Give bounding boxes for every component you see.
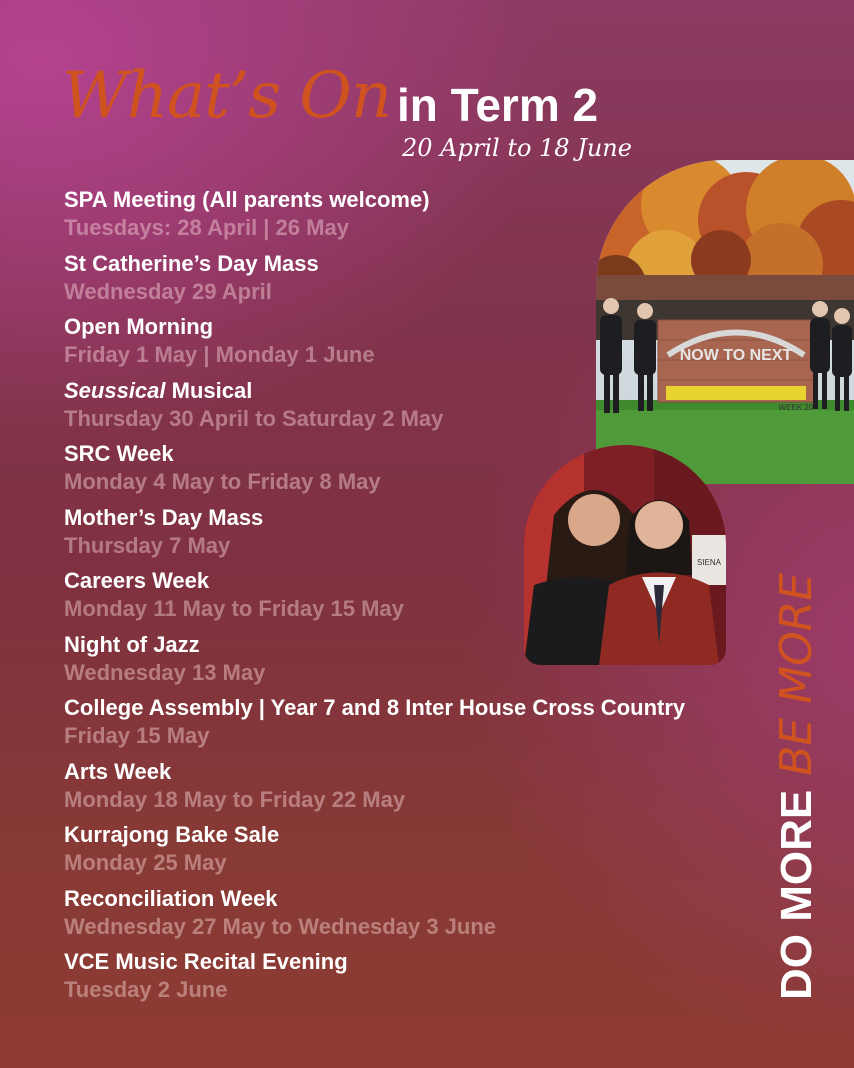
event-date: Tuesdays: 28 April | 26 May — [64, 215, 349, 240]
event-title: College Assembly | Year 7 and 8 Inter House Cross Country — [64, 695, 686, 720]
event-item — [64, 948, 764, 1012]
event-title: Open Morning — [64, 314, 214, 339]
event-title-italic: Seussical — [64, 377, 166, 403]
page-title: in Term 2 — [397, 79, 599, 131]
sign-text: NOW TO NEXT — [679, 347, 793, 364]
students-sign-illustration — [596, 160, 854, 484]
tagline-be-more: BE MORE — [771, 572, 822, 776]
event-title: VCE Music Recital Evening — [64, 949, 348, 974]
badge-text: SIENA — [696, 558, 722, 567]
event-date: Thursday 7 May — [64, 532, 231, 558]
event-date: Monday 25 May — [64, 850, 227, 875]
staff-student-illustration — [524, 445, 726, 665]
event-item — [64, 821, 764, 885]
event-title: SPA Meeting (All parents welcome) — [64, 187, 430, 212]
event-date: Friday 15 May — [64, 723, 210, 748]
event-date: Thursday 30 April to Saturday 2 May — [64, 405, 444, 431]
event-item — [64, 758, 764, 822]
event-date: Wednesday 13 May — [64, 659, 266, 685]
event-date: Monday 11 May to Friday 15 May — [64, 596, 404, 621]
event-title: Mother’s Day Mass — [64, 504, 264, 530]
header — [62, 59, 662, 174]
event-item — [64, 885, 764, 949]
event-date: Wednesday 27 May to Wednesday 3 June — [64, 913, 497, 939]
event-title: Arts Week — [64, 758, 172, 784]
event-date: Monday 18 May to Friday 22 May — [64, 786, 406, 812]
students-sign-photo — [596, 160, 854, 484]
event-title: Reconciliation Week — [64, 885, 278, 911]
event-date: Wednesday 29 April — [64, 278, 272, 304]
event-date: Tuesday 2 June — [64, 977, 228, 1002]
date-range-subtitle: 20 April to 18 June — [402, 134, 632, 162]
event-title: SRC Week — [64, 441, 174, 466]
event-title: Kurrajong Bake Sale — [64, 822, 280, 847]
tagline-do-more: DO MORE — [772, 789, 821, 1000]
script-title: What’s On — [62, 59, 392, 133]
sign-week: WEEK 20 — [778, 403, 814, 412]
staff-student-photo — [524, 445, 726, 665]
event-item — [64, 694, 764, 758]
tagline — [771, 572, 822, 1000]
event-title-rest: Musical — [165, 377, 253, 403]
event-date: Monday 4 May to Friday 8 May — [64, 469, 381, 494]
event-date: Friday 1 May | Monday 1 June — [64, 342, 375, 367]
event-title: Night of Jazz — [64, 631, 200, 657]
event-title: St Catherine’s Day Mass — [64, 250, 319, 276]
event-title: Careers Week — [64, 568, 210, 593]
